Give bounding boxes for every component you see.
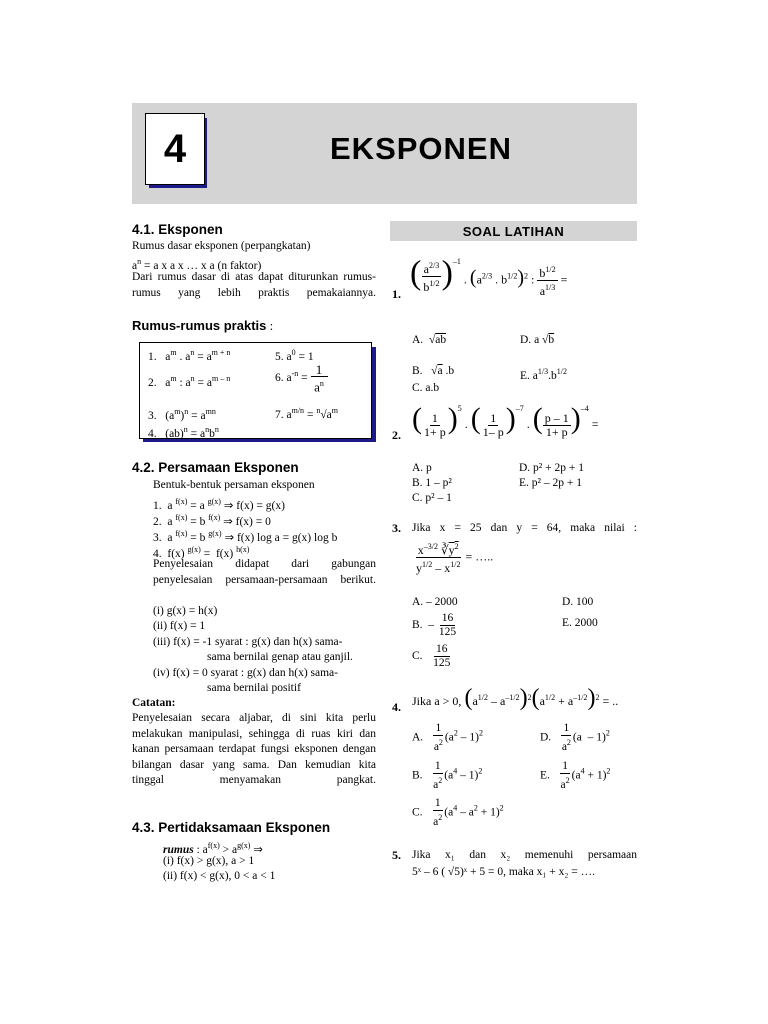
chapter-title: EKSPONEN [330, 131, 512, 166]
q1-option-d: D. a √b [520, 334, 555, 346]
question-4-number: 4. [392, 700, 401, 714]
q4-option-b: B. $\frac{1}{a^2}$ $(a^4 - 1)^2$ [412, 760, 483, 791]
question-1-number: 1. [392, 287, 401, 301]
persamaan-item-1: 1. a $^{f(x)}$ = a $^{g(x)}$ ⇒ f(x) = g(x) [153, 497, 285, 512]
formula-7: 7. $a^{m/n} = ^n√a^m$ [275, 406, 338, 421]
case-4: (iv) f(x) = 0 syarat : g(x) dan h(x) sama- [153, 667, 338, 679]
q3-option-d: D. 100 [562, 596, 594, 608]
q3-option-a: A. – 2000 [412, 596, 458, 608]
section-heading-persamaan: 4.2. Persamaan Eksponen [132, 460, 299, 475]
q4-option-e: E. $\frac{1}{a^2}$ $(a^4 + 1)^2$ [540, 760, 611, 791]
q1-option-e: E. $a^{1/3}.b^{1/2}$ [520, 367, 567, 382]
pertidaksamaan-rule-2: (ii) f(x) < g(x), 0 < a < 1 [163, 870, 276, 882]
formula-6: 6. $a^{-n}$ = $\frac{1}{a^n}$ [275, 362, 326, 395]
question-5-number: 5. [392, 848, 401, 862]
formula-4: 4. $(ab)^n = a^nb^n$ [148, 425, 219, 440]
q1-option-a: A. √ab [412, 334, 447, 346]
catatan-label: Catatan: [132, 697, 176, 709]
case-3-continued: sama bernilai genap atau ganjil. [207, 651, 353, 663]
question-4-expression: Jika a > 0, $(a^{1/2} - a^{-1/2})^2(a^{1/2} + a^{-1/2})^2$ = .. [412, 685, 619, 711]
q2-option-e: E. p² – 2p + 1 [519, 477, 582, 489]
q4-option-d: D. $\frac{1}{a^2}$ (a – 1)$^2$ [540, 722, 610, 753]
case-1: (i) g(x) = h(x) [153, 605, 218, 617]
q1-option-b: B. √a .b [412, 365, 455, 377]
case-4-continued: sama bernilai positif [207, 682, 301, 694]
q2-option-c: C. p² – 1 [412, 492, 452, 504]
q2-option-b: B. 1 – p² [412, 477, 452, 489]
case-2: (ii) f(x) = 1 [153, 620, 206, 632]
persamaan-item-2: 2. a $^{f(x)}$ = b $^{f(x)}$ ⇒ f(x) = 0 [153, 513, 271, 528]
rumus-dasar-line: Rumus dasar eksponen (perpangkatan) [132, 240, 311, 252]
q4-option-a: A. $\frac{1}{a^2}$ $(a^2 - 1)^2$ [412, 722, 483, 753]
question-3-expression: $\frac{x^{-3/2} ∛y^2}{y^{1/2} - x^{1/2}}$ = ….. [416, 542, 494, 575]
q1-option-c: C. a.b [412, 382, 440, 394]
pertidaksamaan-rule-1: (i) f(x) > g(x), a > 1 [163, 855, 255, 867]
chapter-number: 4 [145, 113, 205, 185]
rumus-praktis-heading: Rumus-rumus praktis : [132, 318, 274, 333]
q2-option-a: A. p [412, 462, 432, 474]
question-2-number: 2. [392, 428, 401, 442]
q3-option-c: C. $\frac{16}{125}$ [412, 643, 451, 669]
formula-3: 3. $(a^m)^n = a^{mn}$ [148, 407, 216, 422]
persamaan-item-4: 4. f(x) $^{g(x)}$ = f(x) $^{h(x)}$ [153, 545, 250, 560]
question-3-text: Jika x = 25 dan y = 64, maka nilai : [412, 522, 637, 534]
catatan-paragraph: Penyelesaian secara aljabar, di sini kita perlu melakukan manipulasi, sehingga di ruas kiri dan kanan persamaan terdapat fungsi eksponen dengan bilangan dasar yang sama. Dan kemudian kita tinggal menyamakan pangkat. [132, 712, 376, 786]
section-heading-pertidaksamaan: 4.3. Pertidaksamaan Eksponen [132, 820, 331, 835]
soal-latihan-header: SOAL LATIHAN [390, 221, 637, 241]
rumus-dasar-formula: $a^n = a$ x a x … x a (n faktor) [132, 257, 262, 272]
persamaan-paragraph: Penyelesaian didapat dari gabungan penyelesaian persamaan-persamaan berikut. [153, 558, 376, 586]
question-2-expression: ( $\frac{1}{1+ p}$ )$^5$ . ( $\frac{1}{1- p}$ )$^{-7}$ . ( $\frac{p - 1}{1+ p}$ )$^{-4}$ = [412, 402, 599, 439]
rumus-dasar-paragraph: Dari rumus dasar di atas dapat diturunkan rumus-rumus yang lebih praktis pemakaiannya. [132, 271, 376, 299]
q2-option-d: D. p² + 2p + 1 [519, 462, 584, 474]
q3-option-b: B. – $\frac{16}{125}$ [412, 612, 457, 638]
question-5-line-1: Jika x₁ dan x₂ memenuhi persamaan [412, 849, 637, 861]
question-3-number: 3. [392, 521, 401, 535]
persamaan-item-3: 3. a $^{f(x)}$ = b $^{g(x)}$ ⇒ f(x) log a = g(x) log b [153, 529, 338, 544]
q3-option-e: E. 2000 [562, 617, 598, 629]
q4-option-c: C. $\frac{1}{a^2}$ $(a^4 - a^2 + 1)^2$ [412, 797, 504, 828]
formula-2: 2. $a^m$ : $a^n = a^{m - n}$ [148, 374, 231, 389]
section-heading-eksponen: 4.1. Eksponen [132, 222, 223, 237]
formula-1: 1. $a^m$ . $a^n = a^{m + n}$ [148, 348, 231, 363]
question-5-line-2: 5ˣ – 6 ( √5)ˣ + 5 = 0, maka x₁ + x₂ = …. [412, 866, 595, 878]
question-1-expression: ( $\frac{a^{2/3}}{b^{1/2}}$ )$^{-1}$ . ($a^{2/3}$ . $b^{1/2})^2$ : $\frac{b^{1/2}}{a^{1/3}}$ = [410, 254, 568, 298]
formula-5: 5. $a^0 = 1$ [275, 348, 314, 363]
pertidaksamaan-rumus: rumus : $a^{f(x)} > a^{g(x)}$ ⇒ [163, 841, 263, 856]
case-3: (iii) f(x) = -1 syarat : g(x) dan h(x) sama- [153, 636, 343, 648]
persamaan-intro: Bentuk-bentuk persaman eksponen [153, 479, 315, 491]
